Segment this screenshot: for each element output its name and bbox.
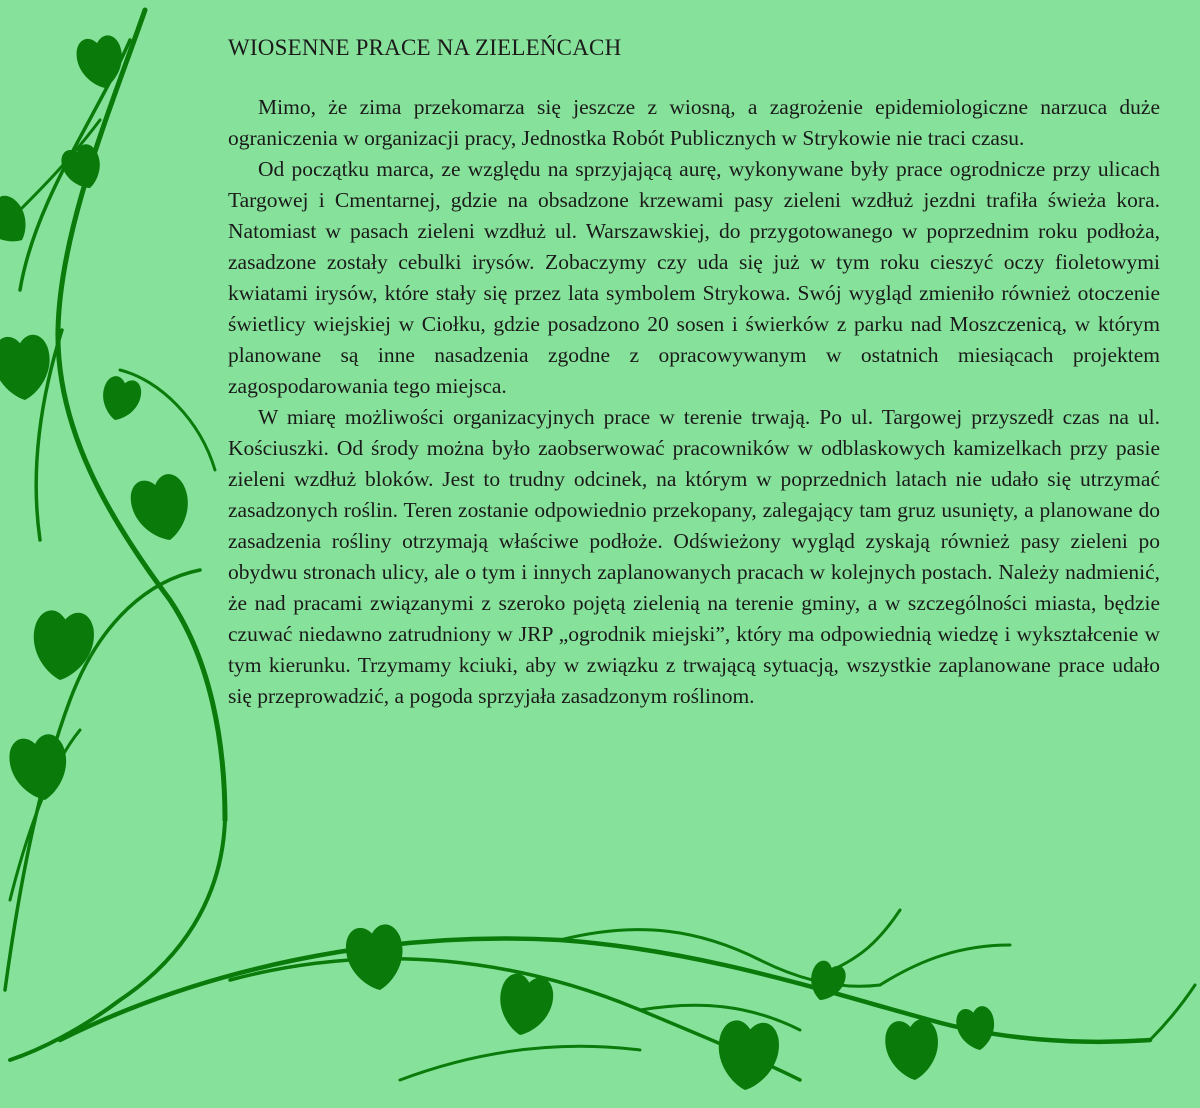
article bbox=[228, 30, 1160, 712]
article-title: WIOSENNE PRACE NA ZIELEŃCACH bbox=[228, 35, 622, 60]
article-paragraph-1: Mimo, że zima przekomarza się jeszcze z wiosną, a zagrożenie epidemiologiczne narzuca duże ograniczenia w organizacji pracy, Jednostka Robót Publicznych w Strykowie nie traci czasu. bbox=[228, 95, 1160, 150]
article-paragraph-2: Od początku marca, ze względu na sprzyjającą aurę, wykonywane były prace ogrodnicze przy ulicach Targowej i Cmentarnej, gdzie na obsadzone krzewami pasy zieleni wzdłuż jezdni trafiła świeża kora. Natomiast w pasach zieleni wzdłuż ul. Warszawskiej, do przygotowanego w poprzednim roku podłoża, zasadzone zostały cebulki irysów. Zobaczymy czy uda się już w tym roku cieszyć oczy fioletowymi kwiatami irysów, które stały się przez lata symbolem Strykowa. Swój wygląd zmieniło również otoczenie świetlicy wiejskiej w Ciołku, gdzie posadzono 20 sosen i świerków z parku nad Moszczenicą, w którym planowane są inne nasadzenia zgodne z opracowywanym w ostatnich miesiącach projektem zagospodarowania tego miejsca. bbox=[228, 157, 1160, 398]
article-paragraph-3: W miarę możliwości organizacyjnych prace w terenie trwają. Po ul. Targowej przyszedł czas na ul. Kościuszki. Od środy można było zaobserwować pracowników w odblaskowych kamizelkach przy pasie zieleni wzdłuż bloków. Jest to trudny odcinek, na którym w poprzednich latach nie udało się utrzymać zasadzonych roślin. Teren zostanie odpowiednio przekopany, zalegający tam gruz usunięty, a planowane do zasadzenia rośliny otrzymają właściwe podłoże. Odświeżony wygląd zyskają również pasy zieleni po obydwu stronach ulicy, ale o tym i innych zaplanowanych pracach w kolejnych postach. Należy nadmienić, że nad pracami związanymi z szeroko pojętą zielenią na terenie gminy, a w szczególności miasta, będzie czuwać niedawno zatrudniony w JRP „ogrodnik miejski”, który ma odpowiednią wiedzę i wykształcenie w tym kierunku. Trzymamy kciuki, aby w związku z trwającą sytuacją, wszystkie zaplanowane prace udało się przeprowadzić, a pogoda sprzyjała zasadzonym roślinom. bbox=[228, 405, 1160, 708]
